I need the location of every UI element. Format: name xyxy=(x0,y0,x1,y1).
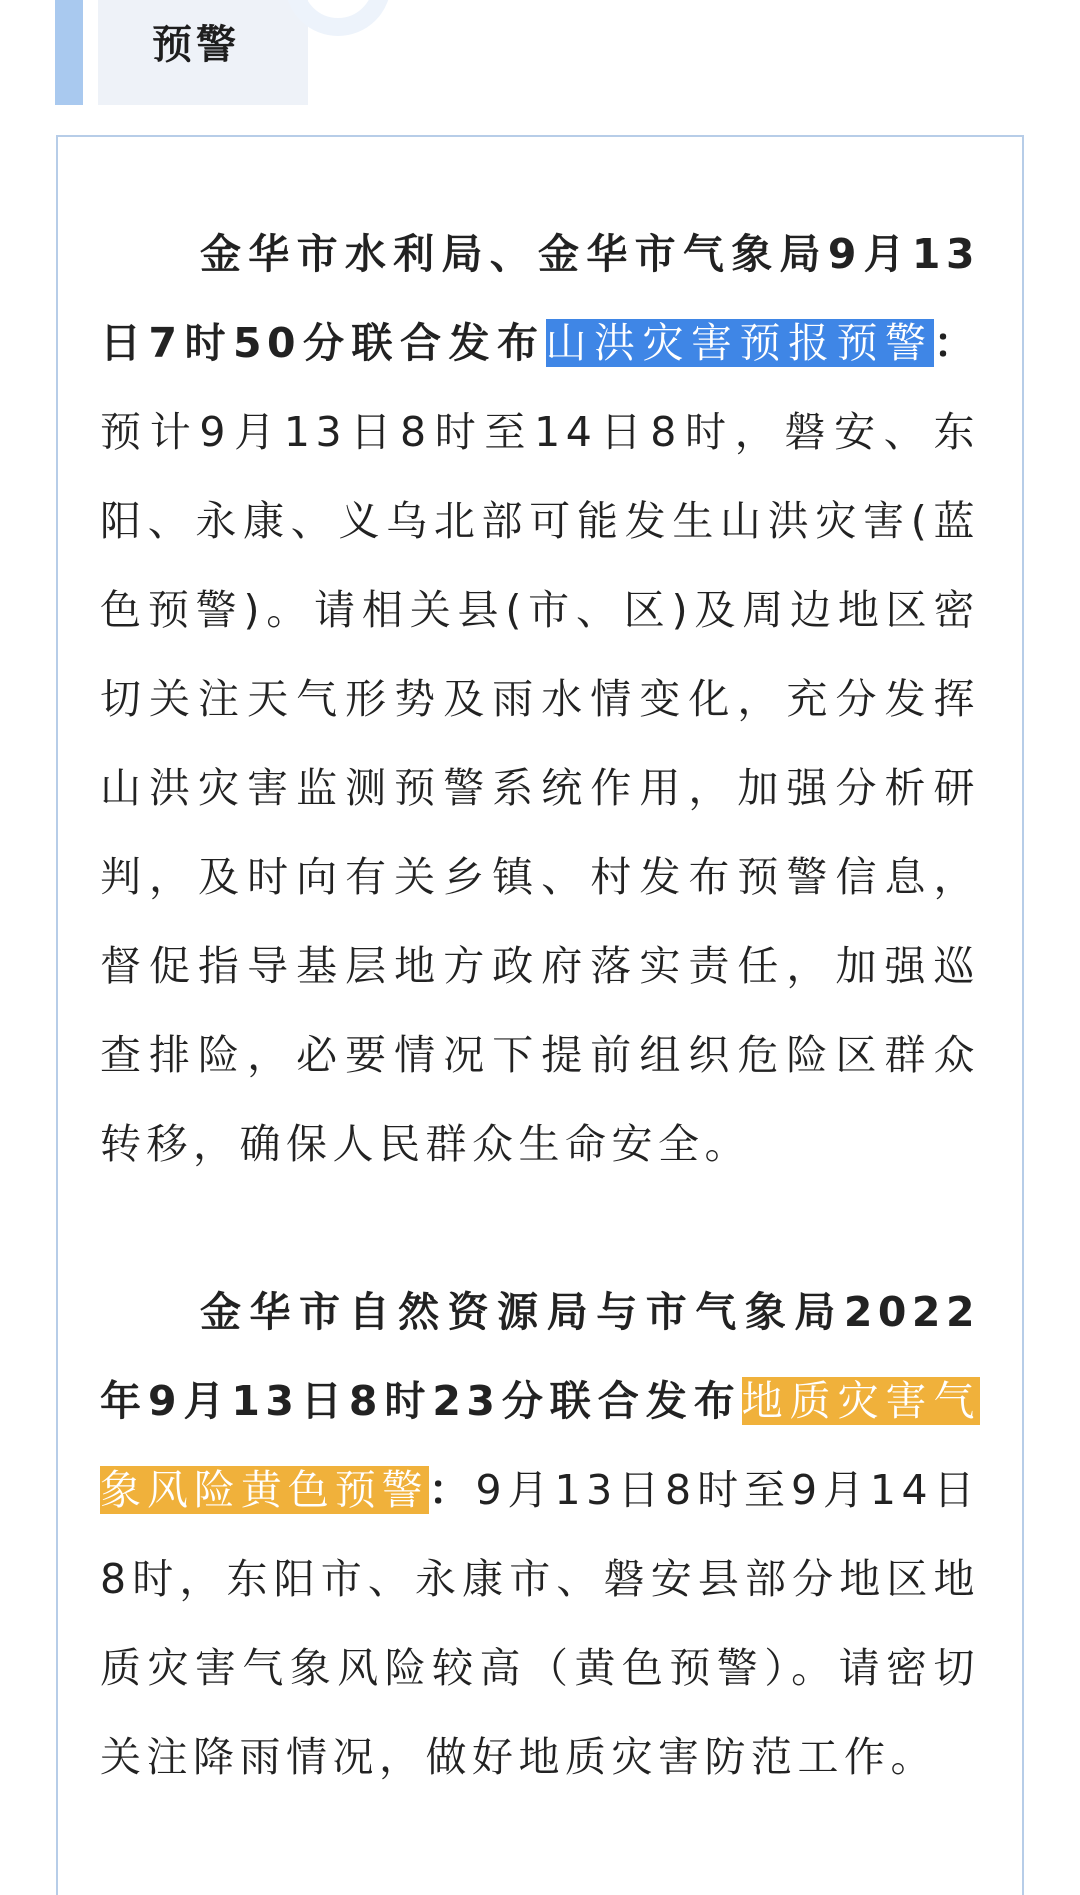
notice-lead: 金华市自然资源局与市气象局2022年9月13日8时23分联合发布 xyxy=(100,1288,980,1425)
notice-lead: 金华市水利局、金华市气象局9月13日7时50分联合发布 xyxy=(100,230,980,367)
geo-hazard-notice xyxy=(100,1268,980,1802)
notice-colon: ： xyxy=(428,1466,476,1514)
flood-warning-notice xyxy=(100,210,980,1189)
flood-warning-highlight: 山洪灾害预报预警 xyxy=(545,319,934,367)
section-title: 预警 xyxy=(152,22,240,68)
notice-body: 预计9月13日8时至14日8时，磐安、东阳、永康、义乌北部可能发生山洪灾害(蓝色预警)。请相关县(市、区)及周边地区密切关注天气形势及雨水情变化，充分发挥山洪灾害监测预警系统作用，加强分析研判，及时向有关乡镇、村发布预警信息，督促指导基层地方政府落实责任，加强巡查排险，必要情况下提前组织危险区群众转移，确保人民群众生命安全。 xyxy=(100,408,980,1168)
header-accent-bar xyxy=(55,0,83,105)
notice-body: 9月13日8时至9月14日8时，东阳市、永康市、磐安县部分地区地质灾害气象风险较高（黄色预警）。请密切关注降雨情况，做好地质灾害防范工作。 xyxy=(100,1466,981,1781)
geo-warning-highlight: 地质灾害气象风险黄色预警 xyxy=(100,1377,980,1514)
notice-colon: ： xyxy=(933,319,981,367)
